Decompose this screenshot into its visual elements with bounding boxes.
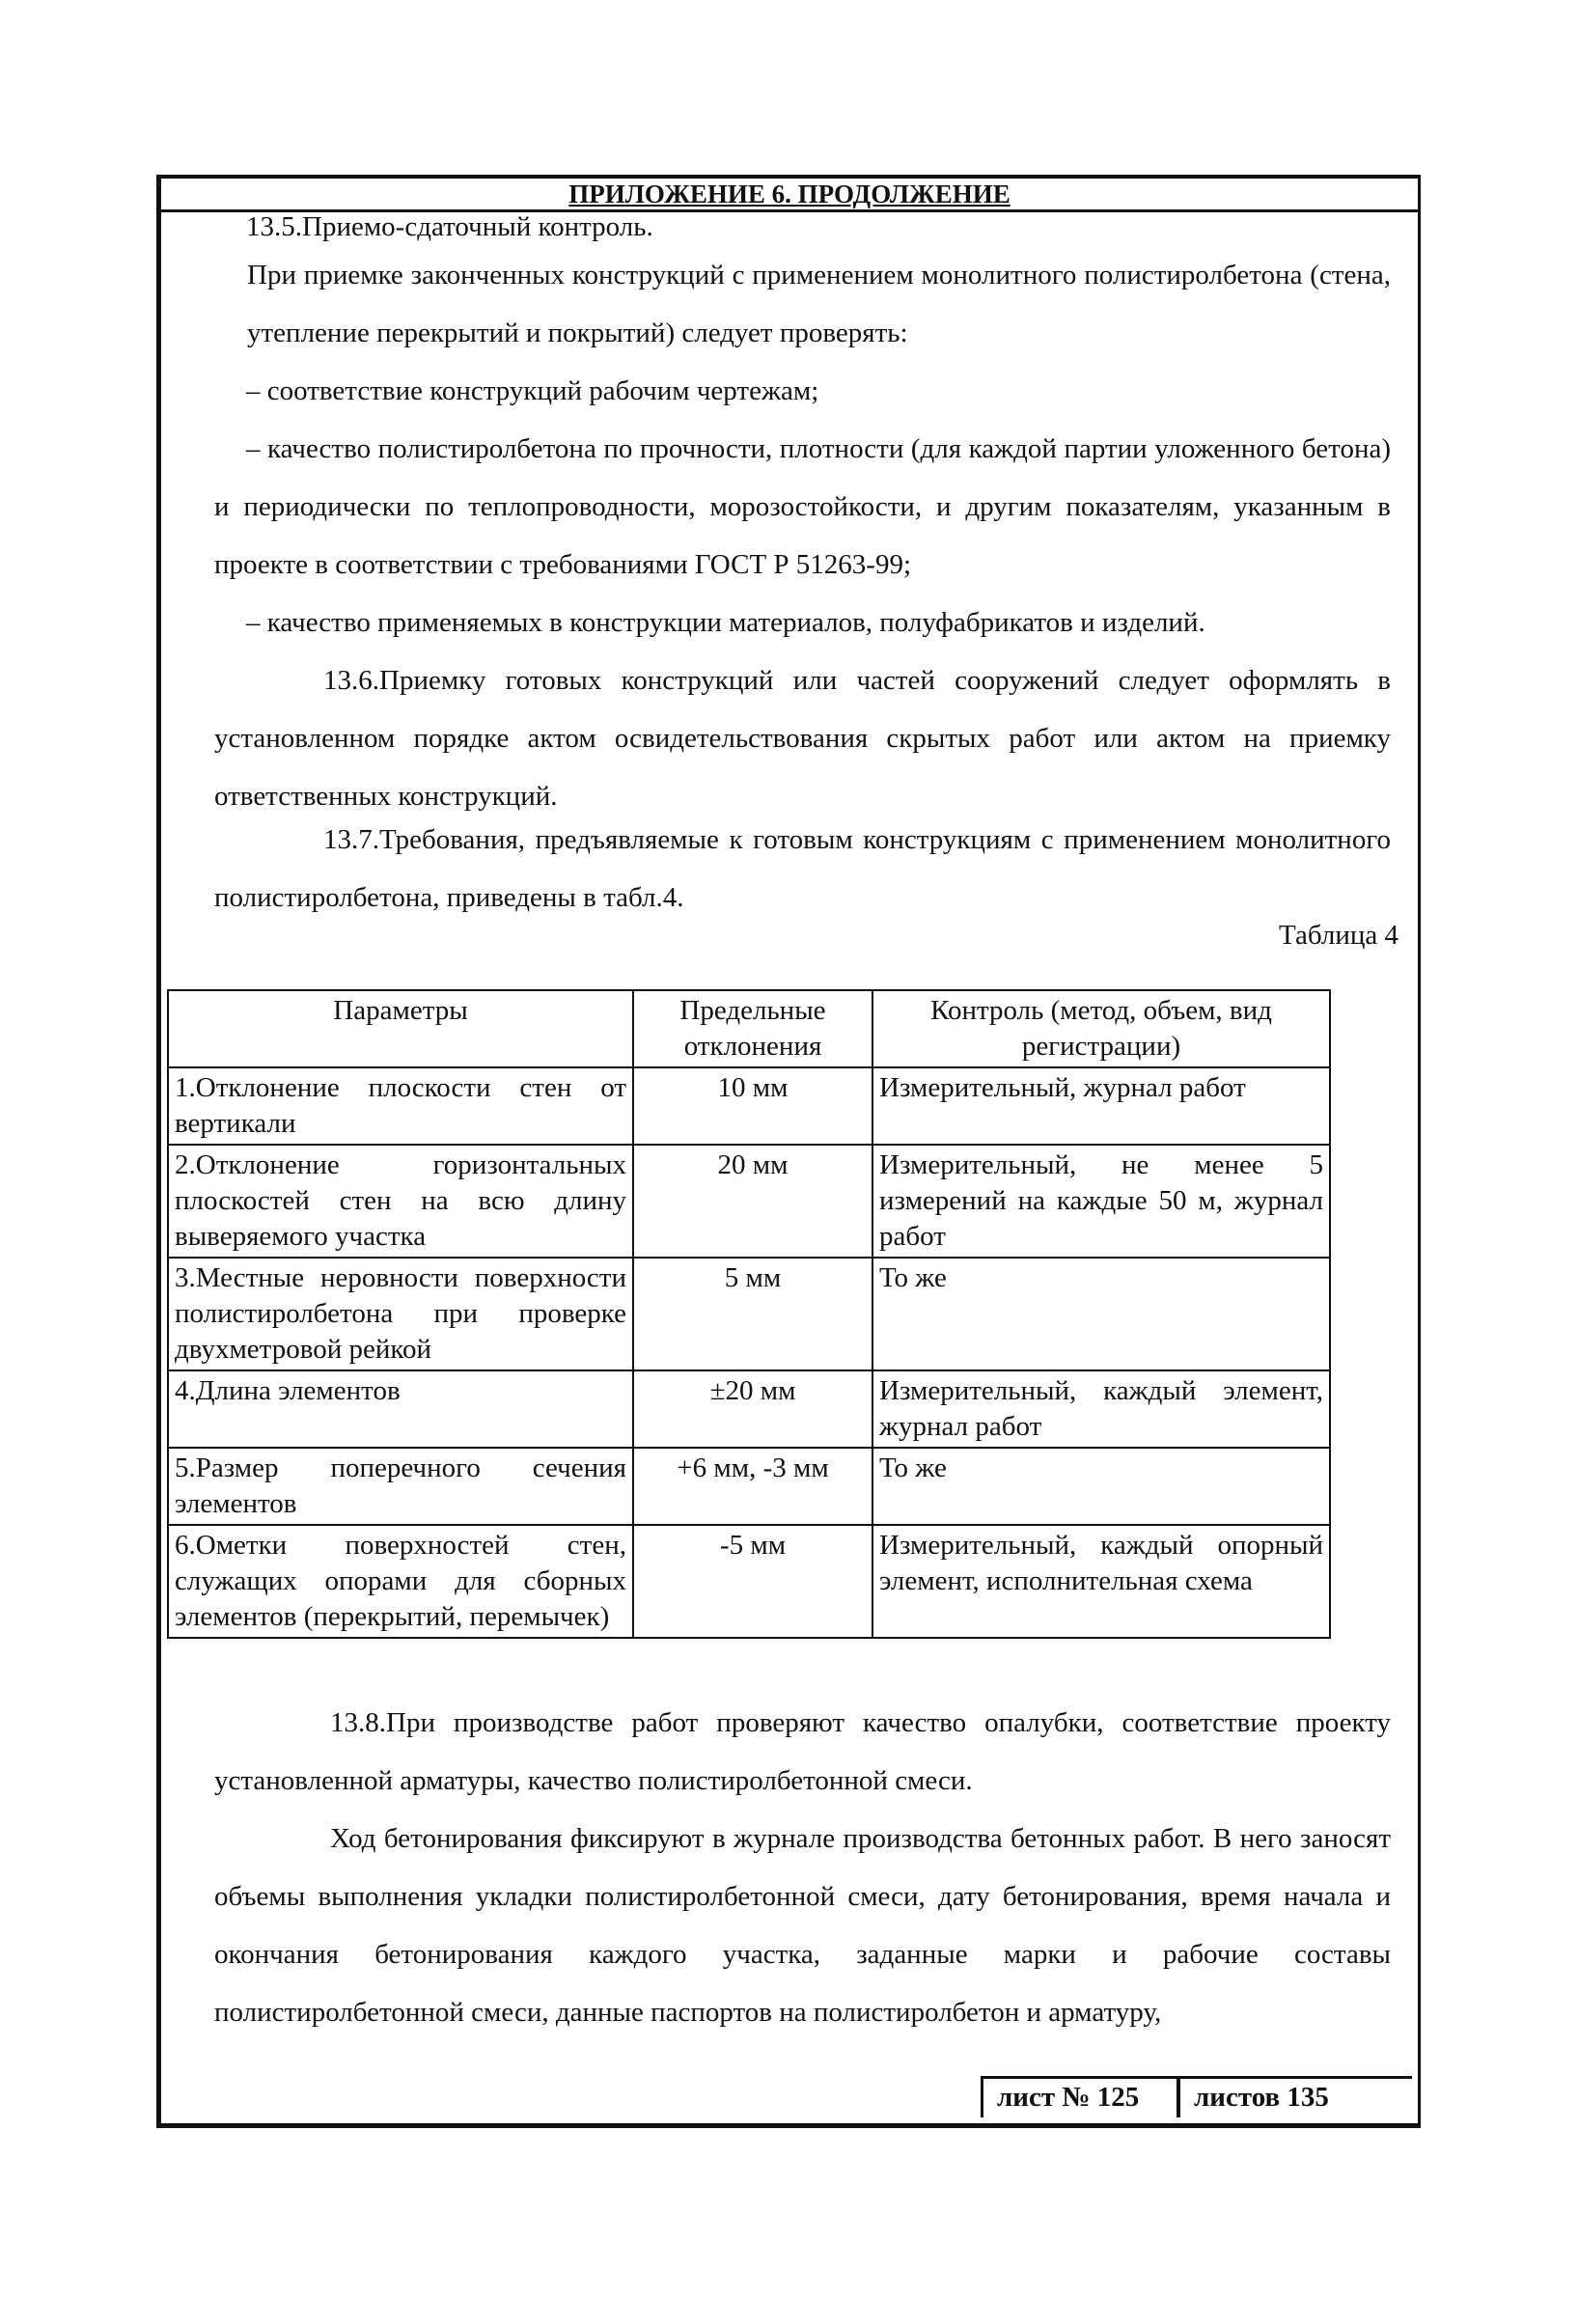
header-deviations: Предельные отклонения (633, 990, 872, 1067)
header-control: Контроль (метод, объем, вид регистрации) (872, 990, 1330, 1067)
cell-control: То же (872, 1448, 1330, 1525)
cell-control: Измерительный, каждый опорный элемент, исполнительная схема (872, 1525, 1330, 1638)
para-13-7: 13.7.Требования, предъявляемые к готовым конструкциям с применением монолитного полистиролбетона, приведены в табл.4. (214, 824, 1391, 913)
table-caption: Таблица 4 (1278, 920, 1398, 951)
para-13-6: 13.6.Приемку готовых конструкций или частей сооружений следует оформлять в установленном порядке актом освидетельствования скрытых работ или актом на приемку ответственных конструкций. (214, 665, 1391, 812)
cell-deviation: -5 мм (633, 1525, 872, 1638)
cell-parameter: 3.Местные неровности поверхности полистиролбетона при проверке двухметровой рейкой (168, 1258, 633, 1370)
table-row (168, 1448, 1330, 1525)
cell-parameter: 6.Ометки поверхностей стен, служащих опорами для сборных элементов (перекрытий, перемычек) (168, 1525, 633, 1638)
sheet-number: лист № 125 (983, 2079, 1180, 2117)
cell-deviation: 20 мм (633, 1145, 872, 1258)
bullet-3: – качество применяемых в конструкции материалов, полуфабрикатов и изделий. (246, 607, 1205, 638)
cell-control: Измерительный, не менее 5 измерений на каждые 50 м, журнал работ (872, 1145, 1330, 1258)
cell-deviation: ±20 мм (633, 1370, 872, 1448)
requirements-table (167, 989, 1331, 1639)
section-13-5: 13.5.Приемо-сдаточный контроль. (246, 211, 653, 242)
sheet-total: листов 135 (1194, 2082, 1329, 2113)
table-header-row (168, 990, 1330, 1067)
cell-parameter: 4.Длина элементов (168, 1370, 633, 1448)
cell-deviation: 10 мм (633, 1067, 872, 1145)
cell-deviation: 5 мм (633, 1258, 872, 1370)
header-text: ПРИЛОЖЕНИЕ 6. ПРОДОЛЖЕНИЕ (568, 180, 1010, 208)
intro-paragraph: При приемке законченных конструкций с применением монолитного полистиролбетона (стена, утепление перекрытий и покрытий) следует проверять: (247, 260, 1391, 348)
cell-control: То же (872, 1258, 1330, 1370)
table-row (168, 1370, 1330, 1448)
document-frame (156, 175, 1421, 2128)
table-row (168, 1258, 1330, 1370)
para-13-8: 13.8.При производстве работ проверяют качество опалубки, соответствие проекту установленной арматуры, качество полистиролбетонной смеси. (214, 1707, 1391, 1796)
cell-parameter: 2.Отклонение горизонтальных плоскостей стен на всю длину выверяемого участка (168, 1145, 633, 1258)
cell-deviation: +6 мм, -3 мм (633, 1448, 872, 1525)
table-row (168, 1145, 1330, 1258)
bullet-1: – соответствие конструкций рабочим чертежам; (246, 375, 819, 406)
cell-parameter: 5.Размер поперечного сечения элементов (168, 1448, 633, 1525)
bullet-2: – качество полистиролбетона по прочности, плотности (для каждой партии уложенного бетона) и периодически по теплопроводности, морозостойкости, и другим показателям, указанным в проекте в соответствии с требованиями ГОСТ Р 51263-99; (214, 433, 1391, 580)
table-row (168, 1525, 1330, 1638)
cell-control: Измерительный, журнал работ (872, 1067, 1330, 1145)
table-row (168, 1067, 1330, 1145)
header-parameters: Параметры (168, 990, 633, 1067)
sheet-footer (981, 2076, 1412, 2117)
cell-parameter: 1.Отклонение плоскости стен от вертикали (168, 1067, 633, 1145)
cell-control: Измерительный, каждый элемент, журнал работ (872, 1370, 1330, 1448)
para-concreting-log: Ход бетонирования фиксируют в журнале производства бетонных работ. В него заносят объемы выполнения укладки полистиролбетонной смеси, дату бетонирования, время начала и окончания бетонирования каждого участка, заданные марки и рабочие составы полистиролбетонной смеси, данные паспортов на полистиролбетон и арматуру, (214, 1823, 1391, 2028)
